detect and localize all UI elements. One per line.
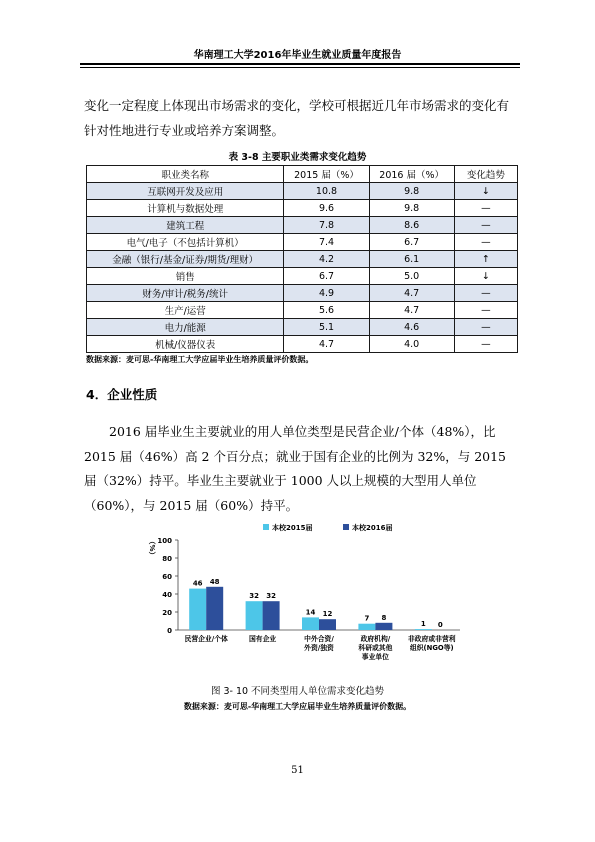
- cell-name: 互联网开发及应用: [87, 183, 284, 200]
- cell-name: 金融（银行/基金/证券/期货/理财）: [87, 251, 284, 268]
- legend-swatch: [343, 524, 349, 530]
- cell-trend: —: [454, 336, 517, 353]
- cell-y2015: 5.6: [284, 302, 369, 319]
- x-tick-label: 中外合资/: [304, 635, 334, 643]
- cell-y2016: 5.0: [369, 268, 454, 285]
- bar-value-label: 8: [381, 613, 387, 622]
- bar-value-label: 12: [322, 610, 333, 619]
- table-row: [87, 251, 518, 268]
- table-row: [87, 217, 518, 234]
- header-cell-trend: 变化趋势: [454, 166, 517, 183]
- table-row: [87, 183, 518, 200]
- table-header-row: [87, 166, 518, 183]
- y-tick-label: 20: [162, 609, 172, 617]
- table-row: [87, 302, 518, 319]
- cell-trend: —: [454, 285, 517, 302]
- paragraph-intro: 变化一定程度上体现出市场需求的变化，学校可根据近几年市场需求的变化有针对性地进行专业或培养方案调整。: [84, 98, 510, 138]
- cell-trend: —: [454, 217, 517, 234]
- cell-trend: —: [454, 200, 517, 217]
- bar: [189, 589, 206, 630]
- header-cell-2015: 2015 届（%）: [284, 166, 369, 183]
- cell-name: 计算机与数据处理: [87, 200, 284, 217]
- cell-y2016: 4.7: [369, 302, 454, 319]
- x-tick-label: 国有企业: [249, 635, 277, 643]
- figure-caption: 图 3- 10 不同类型用人单位需求变化趋势: [210, 686, 385, 697]
- cell-trend: —: [454, 234, 517, 251]
- cell-y2015: 6.7: [284, 268, 369, 285]
- table-caption: 表 3-8 主要职业类需求变化趋势: [228, 152, 367, 163]
- y-tick-label: 60: [162, 573, 172, 581]
- y-tick-label: 80: [162, 555, 172, 563]
- figure-source-note: 数据来源：麦可思-华南理工大学应届毕业生培养质量评价数据。: [183, 702, 412, 711]
- bar-value-label: 46: [192, 579, 203, 588]
- x-tick-label: 政府机构/: [360, 635, 391, 643]
- y-tick-label: 100: [157, 537, 172, 545]
- cell-y2016: 9.8: [369, 183, 454, 200]
- cell-trend: ↓: [454, 268, 517, 285]
- legend-label: 本校2015届: [272, 524, 313, 532]
- cell-trend: ↓: [454, 183, 517, 200]
- bar-value-label: 32: [249, 592, 259, 601]
- cell-trend: —: [454, 302, 517, 319]
- bar: [263, 601, 280, 630]
- cell-y2015: 4.2: [284, 251, 369, 268]
- bar-value-label: 1: [420, 620, 426, 629]
- section-heading: 4．企业性质: [86, 387, 158, 402]
- cell-y2015: 7.8: [284, 217, 369, 234]
- cell-y2016: 6.1: [369, 251, 454, 268]
- table-source-note: 数据来源：麦可思-华南理工大学应届毕业生培养质量评价数据。: [86, 355, 314, 364]
- x-tick-label: 科研或其他: [358, 644, 393, 652]
- cell-name: 建筑工程: [87, 217, 284, 234]
- cell-y2015: 4.7: [284, 336, 369, 353]
- cell-name: 电力/能源: [87, 319, 284, 336]
- legend-swatch: [263, 524, 269, 530]
- table-row: [87, 234, 518, 251]
- x-tick-label: 事业单位: [361, 653, 389, 661]
- cell-y2016: 6.7: [369, 234, 454, 251]
- cell-name: 机械/仪器仪表: [87, 336, 284, 353]
- bar-value-label: 48: [209, 577, 220, 586]
- x-tick-label: 非政府或非营利: [408, 635, 456, 643]
- cell-y2016: 4.0: [369, 336, 454, 353]
- header-cell-2016: 2016 届（%）: [369, 166, 454, 183]
- cell-name: 销售: [87, 268, 284, 285]
- cell-y2015: 10.8: [284, 183, 369, 200]
- legend-label: 本校2016届: [352, 524, 393, 532]
- bar-value-label: 32: [266, 592, 276, 601]
- bar: [375, 623, 392, 630]
- y-tick-label: 40: [162, 591, 172, 599]
- bar: [358, 624, 375, 630]
- table-row: [87, 268, 518, 285]
- x-tick-label: 外资/独资: [304, 644, 334, 652]
- table-row: [87, 285, 518, 302]
- paragraph-enterprise-type: 2016 届毕业生主要就业的用人单位类型是民营企业/个体（48%），比 2015 届（46%）高 2 个百分点；就业于国有企业的比例为 32%，与 2015 届（32%）持平。毕业生主要就业于 1000 人以上规模的大型用人单位（60%），与 2015 届（60%）持平。: [84, 424, 507, 513]
- bar: [246, 601, 263, 630]
- cell-trend: —: [454, 319, 517, 336]
- bar-value-label: 14: [305, 608, 316, 617]
- cell-name: 生产/运营: [87, 302, 284, 319]
- cell-y2016: 4.6: [369, 319, 454, 336]
- table-body: [87, 183, 518, 353]
- cell-y2015: 4.9: [284, 285, 369, 302]
- x-tick-label: 组织(NGO等): [409, 644, 454, 652]
- y-tick-label: 0: [167, 627, 172, 635]
- bar-value-label: 7: [364, 614, 370, 623]
- table-row: [87, 336, 518, 353]
- bar: [206, 587, 223, 630]
- table-row: [87, 200, 518, 217]
- y-axis-label: （%）: [148, 537, 156, 559]
- cell-y2016: 4.7: [369, 285, 454, 302]
- bar: [319, 619, 336, 630]
- header-rule-thin: [80, 67, 520, 68]
- header-rule: [80, 63, 520, 65]
- page-header-title: 华南理工大学2016年毕业生就业质量年度报告: [193, 50, 402, 61]
- job-demand-table: [86, 165, 518, 353]
- bar: [415, 629, 432, 630]
- cell-name: 电气/电子（不包括计算机）: [87, 234, 284, 251]
- chart-svg: [138, 518, 468, 668]
- header-cell-name: 职业类名称: [87, 166, 284, 183]
- cell-name: 财务/审计/税务/统计: [87, 285, 284, 302]
- cell-trend: ↑: [454, 251, 517, 268]
- cell-y2015: 9.6: [284, 200, 369, 217]
- bar-value-label: 0: [437, 621, 443, 629]
- table-row: [87, 319, 518, 336]
- page-number: 51: [291, 765, 304, 776]
- bar: [302, 617, 319, 630]
- cell-y2016: 8.6: [369, 217, 454, 234]
- cell-y2016: 9.8: [369, 200, 454, 217]
- employer-type-chart: [138, 518, 468, 668]
- x-tick-label: 民营企业/个体: [184, 635, 228, 643]
- cell-y2015: 7.4: [284, 234, 369, 251]
- cell-y2015: 5.1: [284, 319, 369, 336]
